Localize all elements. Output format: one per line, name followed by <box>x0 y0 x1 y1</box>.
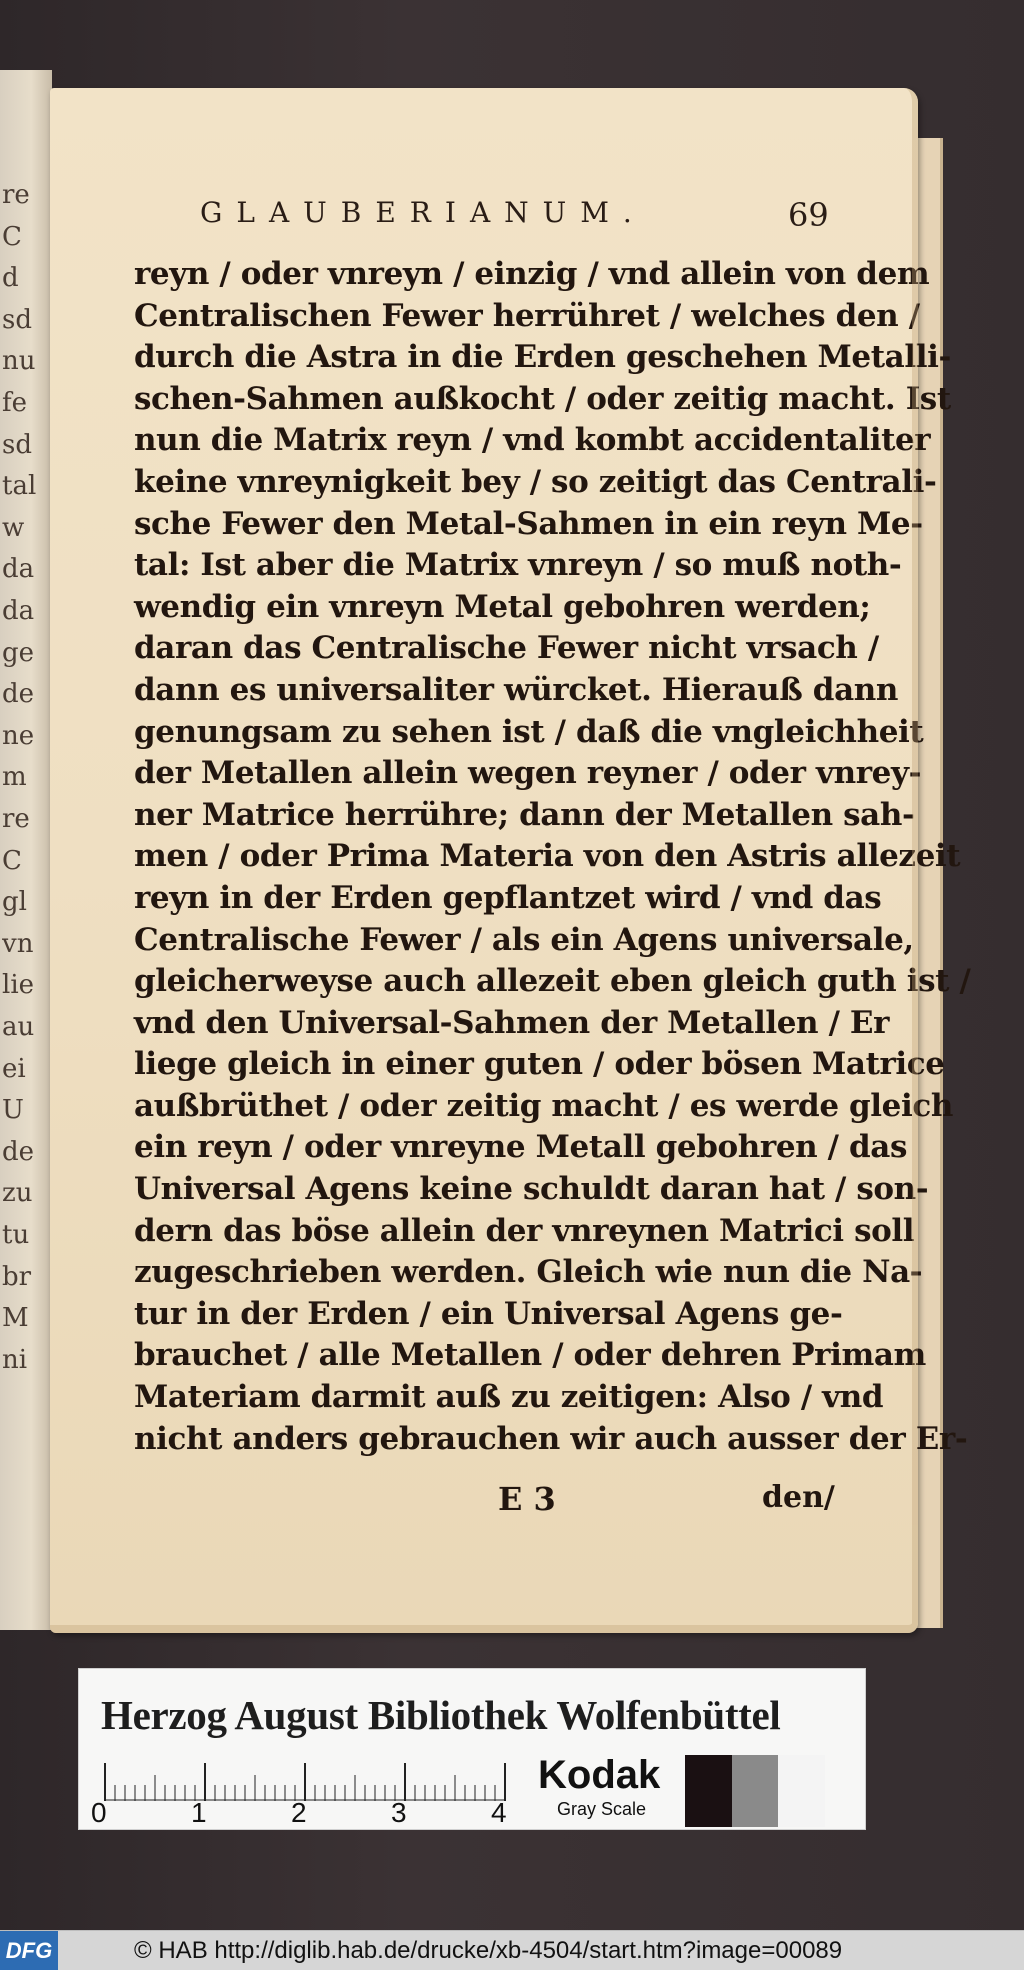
text-line: liege gleich in einer guten / oder bösen Matrice <box>134 1046 945 1083</box>
previous-page-text-fragment: ei <box>2 1053 26 1084</box>
catchword: den/ <box>762 1480 835 1515</box>
previous-page-text-fragment: M <box>2 1303 29 1334</box>
running-head: GLAUBERIANUM. <box>200 196 646 229</box>
text-line: nun die Matrix reyn / vnd kombt accidentaliter <box>134 422 931 459</box>
previous-page-text-fragment: nu <box>2 346 36 377</box>
ruler-label: 3 <box>391 1797 407 1828</box>
text-line: sche Fewer den Metal-Sahmen in ein reyn Me- <box>134 505 923 542</box>
gray-swatch <box>778 1755 825 1827</box>
previous-page-text-fragment: de <box>2 1136 35 1167</box>
dfg-logo[interactable]: DFG <box>0 1931 58 1970</box>
text-line: keine vnreynigkeit bey / so zeitigt das Centrali- <box>134 463 937 500</box>
ruler-label: 2 <box>291 1797 307 1828</box>
previous-page-text-fragment: de <box>2 679 35 710</box>
text-line: zugeschrieben werden. Gleich wie nun die Na- <box>134 1254 923 1291</box>
previous-page-text-fragment: m <box>2 762 27 793</box>
ruler-label: 0 <box>91 1797 107 1828</box>
previous-page-text-fragment: sd <box>2 429 32 460</box>
text-line: ner Matrice herrühre; dann der Metallen sah- <box>134 796 915 833</box>
text-line: Universal Agens keine schuldt daran hat / son- <box>134 1171 929 1208</box>
previous-page-text-fragment: gl <box>2 887 27 918</box>
text-line: tur in der Erden / ein Universal Agens ge- <box>134 1295 843 1332</box>
kodak-logo: Kodak <box>538 1753 661 1797</box>
library-name: Herzog August Bibliothek Wolfenbüttel <box>101 1692 781 1738</box>
ruler-label: 4 <box>491 1797 507 1828</box>
text-line: gleicherweyse auch allezeit eben gleich guth ist / <box>134 963 971 1000</box>
text-line: reyn / oder vnreyn / einzig / vnd allein von dem <box>134 256 930 292</box>
footer-bar <box>0 1930 1024 1970</box>
previous-page-text-fragment: re <box>2 804 30 834</box>
text-line: tal: Ist aber die Matrix vnreyn / so muß noth- <box>134 547 902 584</box>
previous-page-text-fragment: da <box>2 596 35 626</box>
text-line: reyn in der Erden gepflantzet wird / vnd das <box>134 879 882 916</box>
text-line: Centralische Fewer / als ein Agens universale, <box>134 921 914 958</box>
previous-page-text-fragment: d <box>2 263 19 294</box>
text-line: men / oder Prima Materia von den Astris allezeit <box>134 838 961 875</box>
previous-page-text-fragment: C <box>2 221 22 252</box>
previous-page-text-fragment: ni <box>2 1344 28 1375</box>
previous-page-text-fragment: lie <box>2 970 35 1001</box>
previous-page-text-fragment: au <box>2 1012 35 1042</box>
gray-swatch <box>732 1755 779 1827</box>
text-line: durch die Astra in die Erden geschehen Metalli- <box>134 339 951 376</box>
text-line: vnd den Universal-Sahmen der Metallen / Er <box>134 1004 890 1041</box>
text-line: schen-Sahmen außkocht / oder zeitig macht. Ist <box>134 380 951 417</box>
text-block <box>134 254 971 1460</box>
ruler-label: 1 <box>191 1797 207 1828</box>
previous-page-edge <box>0 70 52 1630</box>
text-line: ein reyn / oder vnreyne Metall gebohren / das <box>134 1129 908 1166</box>
previous-page-text-fragment: fe <box>2 388 28 418</box>
previous-page-text-fragment: vn <box>2 928 34 959</box>
gray-scale-swatches <box>685 1755 825 1827</box>
text-line: Centralischen Fewer herrühret / welches den / <box>134 297 920 334</box>
page-number: 69 <box>788 196 829 234</box>
text-line: Materiam darmit auß zu zeitigen: Also / vnd <box>134 1379 884 1416</box>
previous-page-text-fragment: tu <box>2 1220 30 1250</box>
signature-mark: E 3 <box>498 1480 556 1518</box>
previous-page-text-fragment: zu <box>2 1178 33 1209</box>
text-line: daran das Centralische Fewer nicht vrsach / <box>134 630 879 667</box>
previous-page-text-fragment: C <box>2 845 22 876</box>
calibration-card <box>78 1668 866 1830</box>
text-line: wendig ein vnreyn Metal gebohren werden; <box>134 588 871 625</box>
text-line: dann es universaliter würcket. Hierauß dann <box>134 671 899 708</box>
text-line: nicht anders gebrauchen wir auch ausser der Er- <box>134 1420 968 1457</box>
book-page <box>50 88 971 1633</box>
previous-page-text-fragment: tal <box>2 471 37 502</box>
text-line: der Metallen allein wegen reyner / oder vnrey- <box>134 755 922 792</box>
footer-credit-link[interactable]: © HAB http://diglib.hab.de/drucke/xb-4504/start.htm?image=00089 <box>134 1937 843 1964</box>
text-line: dern das böse allein der vnreynen Matrici soll <box>134 1212 915 1249</box>
previous-page-text-fragment: br <box>2 1261 32 1292</box>
previous-page-text-fragment: ge <box>2 637 35 668</box>
ruler-scale <box>101 1761 511 1801</box>
text-line: brauchet / alle Metallen / oder dehren Primam <box>134 1337 926 1374</box>
previous-page-text-fragment: ne <box>2 720 35 751</box>
previous-page-text-fragment: w <box>2 512 25 543</box>
previous-page-text-fragment: sd <box>2 304 32 335</box>
previous-page-text-fragment: da <box>2 554 35 585</box>
previous-page-text-fragment: re <box>2 180 30 210</box>
previous-page-text-fragment: U <box>2 1095 24 1126</box>
ruler-labels <box>91 1797 531 1827</box>
gray-scale-label: Gray Scale <box>557 1799 647 1819</box>
text-line: außbrüthet / oder zeitig macht / es werde gleich <box>134 1087 953 1124</box>
text-line: genungsam zu sehen ist / daß die vngleichheit <box>134 713 924 750</box>
gray-swatch <box>685 1755 732 1827</box>
